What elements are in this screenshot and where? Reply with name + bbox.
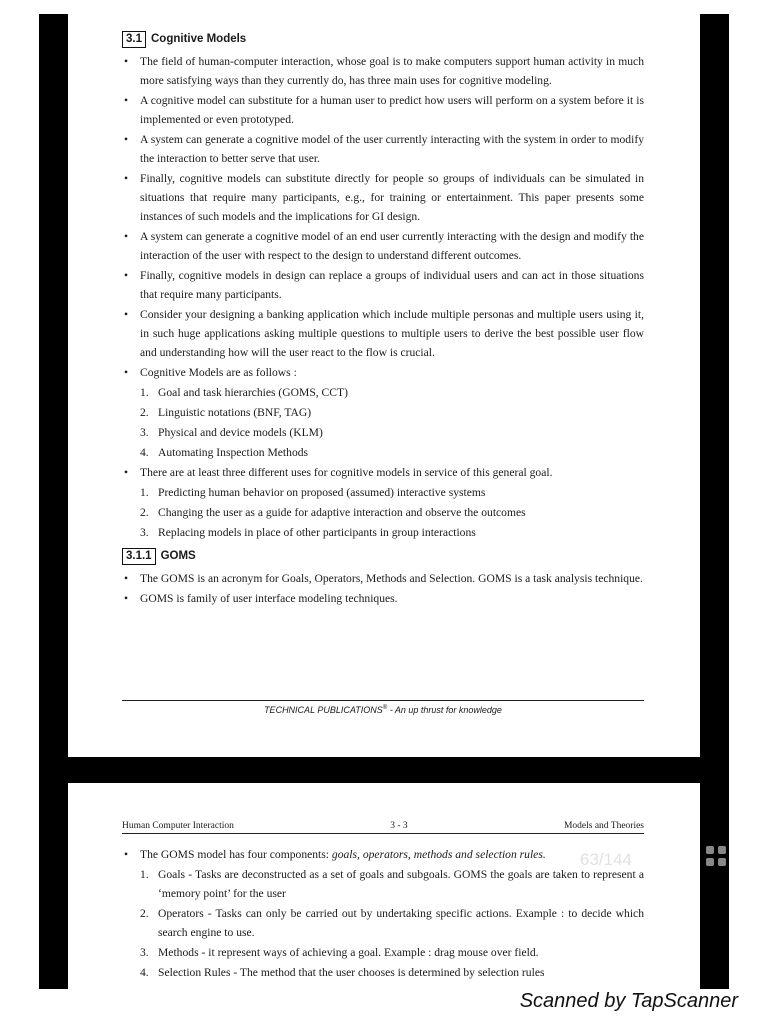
scanner-watermark: Scanned by TapScanner (519, 990, 738, 1012)
components-list (122, 865, 644, 982)
header-book-title: Human Computer Interaction (122, 821, 234, 831)
list-item: • Finally, cognitive models can substitute directly for people so groups of individuals can be simulated in situations that require many participants, e.g., for training or entertainment. This paper presents some instances of such models and the implications for GI design. (124, 172, 644, 223)
list-item: 2. Operators - Tasks can only be carried out by undertaking specific actions. Example : to decide which search engine to use. (140, 907, 644, 939)
list-item: • Finally, cognitive models in design can replace a groups of individual users and can act in those situations that require many participants. (124, 269, 644, 301)
uses-bullet (122, 463, 644, 482)
grid-view-icon[interactable] (706, 846, 726, 866)
subsection-title: GOMS (160, 549, 196, 562)
list-item: • The GOMS is an acronym for Goals, Operators, Methods and Selection. GOMS is a task analysis technique. (124, 572, 643, 585)
page-footer: TECHNICAL PUBLICATIONS® - An up thrust for knowledge (122, 700, 644, 715)
list-item: • Consider your designing a banking application which include multiple personas and multiple users using it, in such huge applications asking multiple questions to multiple users to derive the best possible user flow and understanding how will the user react to the flow is crucial. (124, 308, 644, 359)
intro-bullet-list (122, 52, 644, 382)
list-item: 3. Physical and device models (KLM) (140, 426, 323, 439)
list-item: 4. Automating Inspection Methods (140, 446, 309, 459)
list-item: 1. Predicting human behavior on proposed (assumed) interactive systems (140, 486, 486, 499)
header-chapter-title: Models and Theories (563, 821, 644, 831)
list-item: 1. Goal and task hierarchies (GOMS, CCT) (140, 386, 348, 399)
list-item: • The GOMS model has four components: goals, operators, methods and selection rules. (124, 848, 546, 861)
list-item: • There are at least three different uses for cognitive models in service of this general goal. (124, 466, 553, 479)
uses-list (122, 483, 644, 542)
document-page-1 (68, 14, 700, 757)
section-heading (122, 28, 644, 50)
list-item: 2. Linguistic notations (BNF, TAG) (140, 406, 312, 419)
section-number: 3.1 (122, 31, 146, 48)
list-item: 2. Changing the user as a guide for adaptive interaction and observe the outcomes (140, 506, 526, 519)
section-title: Cognitive Models (151, 32, 247, 45)
list-item: • The field of human-computer interaction, whose goal is to make computers support human activity in much more satisfying ways than they currently do, has three main uses for cognitive modeling. (124, 55, 644, 87)
list-item: 4. Selection Rules - The method that the user chooses is determined by selection rules (140, 966, 545, 979)
list-item: • A cognitive model can substitute for a human user to predict how users will perform on a system before it is implemented or even prototyped. (124, 94, 644, 126)
list-item: • GOMS is family of user interface modeling techniques. (124, 592, 398, 605)
list-item: 3. Replacing models in place of other participants in group interactions (140, 526, 476, 539)
goms-bullet-list (122, 569, 644, 608)
list-item: • A system can generate a cognitive model of the user currently interacting with the system in order to modify the interaction to better serve that user. (124, 133, 644, 165)
header-page-number: 3 - 3 (390, 821, 408, 831)
list-item: • A system can generate a cognitive model of an end user currently interacting with the design and modify the interaction of the user with respect to the design to understand different outcomes. (124, 230, 644, 262)
running-header (122, 821, 644, 834)
document-page-2 (68, 783, 700, 989)
page-indicator: 63/144 (580, 850, 632, 869)
subsection-heading (122, 545, 644, 567)
models-list (122, 383, 644, 462)
list-item: 3. Methods - it represent ways of achieving a goal. Example : drag mouse over field. (140, 946, 539, 959)
list-item: 1. Goals - Tasks are deconstructed as a set of goals and subgoals. GOMS the goals are taken to represent a ‘memory point’ for the user (140, 868, 644, 900)
list-item: • Cognitive Models are as follows : (124, 366, 297, 379)
subsection-number: 3.1.1 (122, 548, 156, 565)
components-bullet (122, 845, 644, 864)
